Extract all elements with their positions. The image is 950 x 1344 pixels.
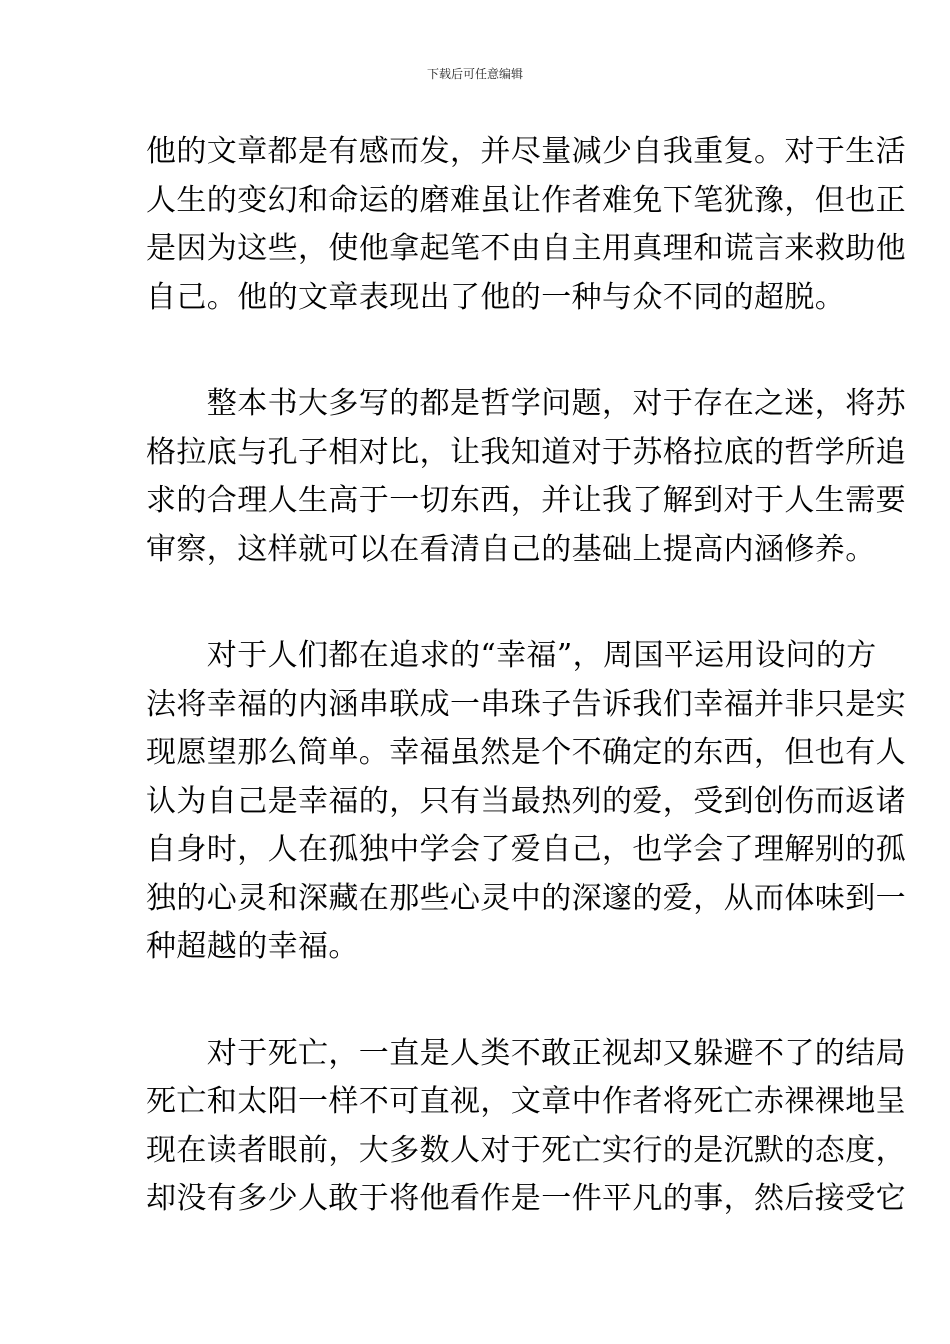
- text-line: 现在读者眼前，大多数人对于死亡实行的是沉默的态度，: [146, 1132, 906, 1168]
- page-header: 下载后可任意编辑: [426, 67, 523, 81]
- text-line: 独的心灵和深藏在那些心灵中的深邃的爱，从而体味到一: [146, 880, 906, 916]
- text-line: 审察，这样就可以在看清自己的基础上提高内涵修养。: [146, 531, 876, 567]
- text-line: 人生的变幻和命运的磨难虽让作者难免下笔犹豫，但也正: [146, 182, 906, 218]
- text-line: 他的文章都是有感而发，并尽量减少自我重复。对于生活: [146, 134, 906, 169]
- text-line: 死亡和太阳一样不可直视，文章中作者将死亡赤裸裸地呈: [146, 1084, 906, 1119]
- text-line: 认为自己是幸福的，只有当最热列的爱，受到创伤而返诸: [146, 783, 906, 819]
- text-line: 法将幸福的内涵串联成一串珠子告诉我们幸福并非只是实: [146, 686, 906, 722]
- text-line: 是因为这些，使他拿起笔不由自主用真理和谎言来救助他: [146, 231, 906, 266]
- text-line: 格拉底与孔子相对比，让我知道对于苏格拉底的哲学所追: [146, 434, 906, 470]
- text-line: 整本书大多写的都是哲学问题，对于存在之迷，将苏: [146, 386, 906, 421]
- text-line: 对于人们都在追求的“幸福”，周国平运用设问的方: [146, 638, 877, 673]
- text-line: 现愿望那么简单。幸福虽然是个不确定的东西，但也有人: [146, 735, 906, 770]
- document-body: [146, 128, 906, 1282]
- paragraph-2: [146, 380, 906, 574]
- text-line: 求的合理人生高于一切东西，并让我了解到对于人生需要: [146, 483, 906, 518]
- text-line: 却没有多少人敢于将他看作是一件平凡的事，然后接受它: [146, 1181, 906, 1216]
- text-line: 种超越的幸福。: [146, 929, 359, 964]
- text-line: 自身时，人在孤独中学会了爱自己，也学会了理解别的孤: [146, 832, 906, 867]
- paragraph-4: [146, 1030, 906, 1224]
- text-line: 自己。他的文章表现出了他的一种与众不同的超脱。: [146, 279, 846, 315]
- paragraph-3: [146, 632, 906, 972]
- paragraph-1: [146, 128, 906, 322]
- text-line: 对于死亡，一直是人类不敢正视却又躲避不了的结局: [146, 1035, 906, 1071]
